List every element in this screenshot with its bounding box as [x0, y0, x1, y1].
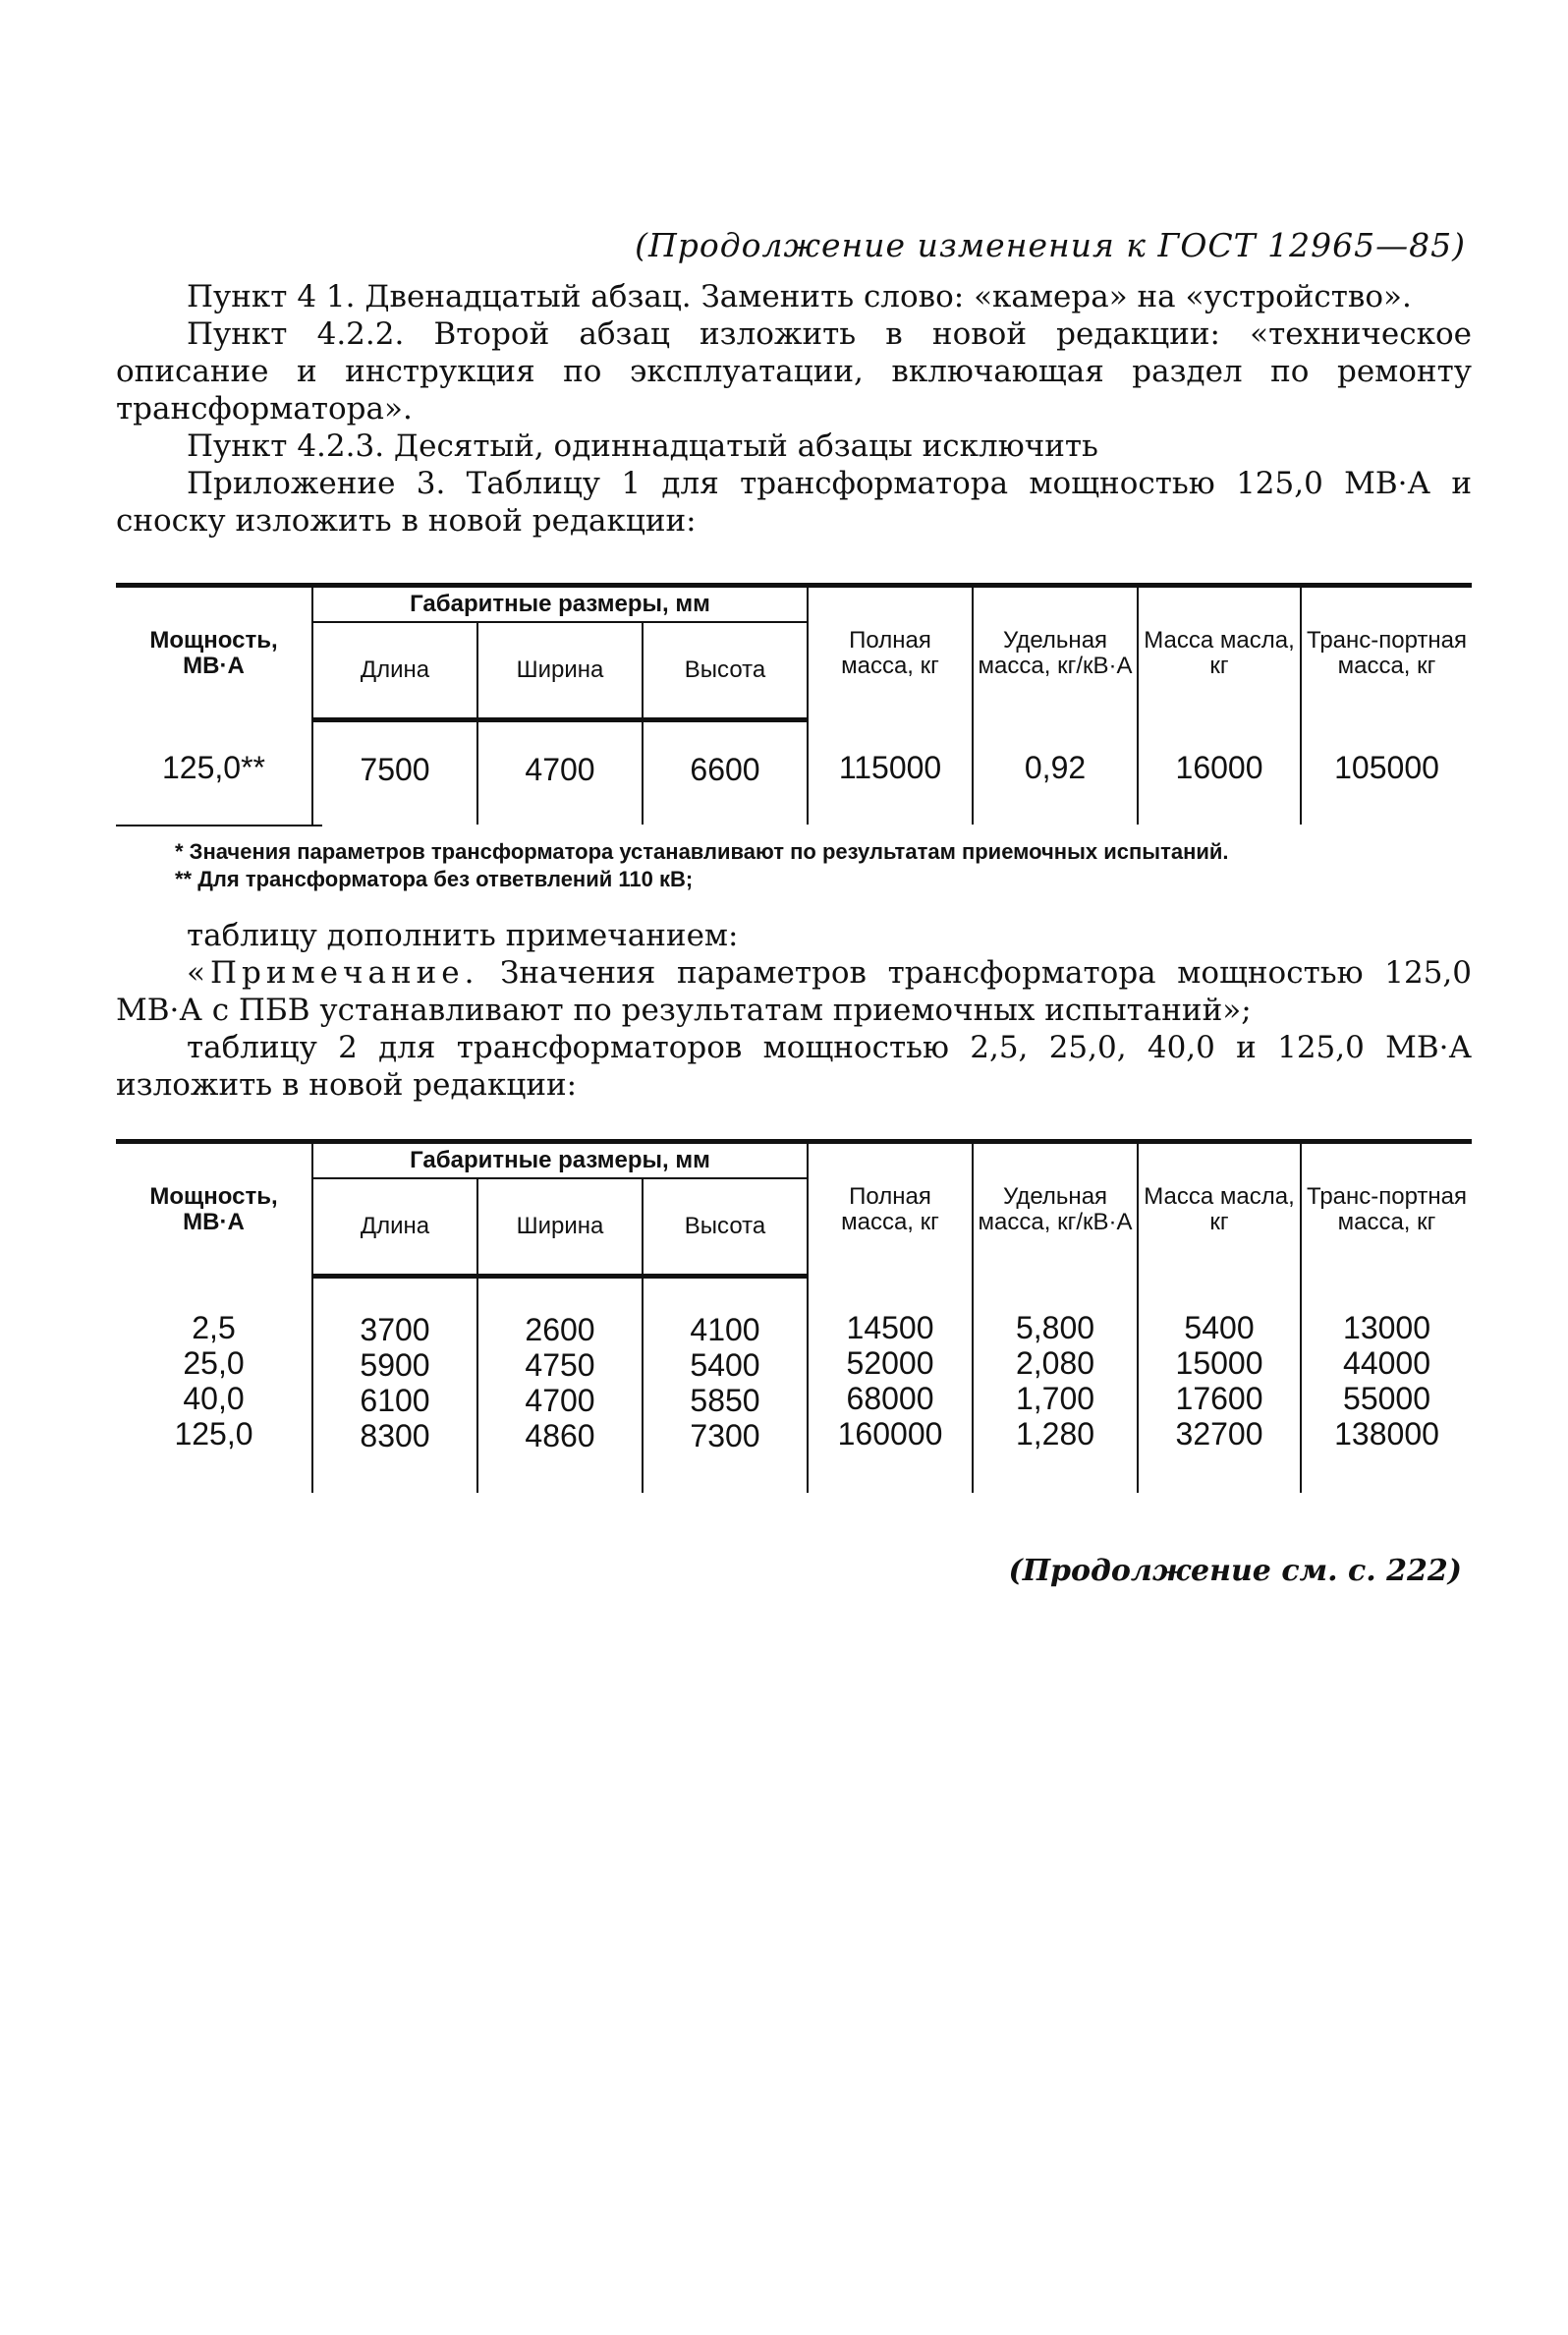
table-2: [116, 1139, 1472, 1493]
cell-power: 2,5 25,0 40,0 125,0: [174, 1309, 253, 1452]
cell-total-mass: 115000: [808, 720, 973, 826]
note-text: Значения параметров трансформатора мощностью 125,0 МВ·А с ПБВ устанавливают по результатам приемочных испытаний»;: [116, 955, 1472, 1028]
paragraph-4-1: Пункт 4 1. Двенадцатый абзац. Заменить слово: «камера» на «устройство».: [187, 279, 1412, 314]
header-height: Высота: [643, 1178, 808, 1277]
header-power: Мощность, МВ·А: [116, 586, 312, 720]
header-specific-mass: Удельная масса, кг/кВ·А: [973, 586, 1138, 720]
cell-length: 3700 5900 6100 8300: [312, 1277, 477, 1494]
header-width: Ширина: [477, 622, 643, 720]
cell-height: 6600: [643, 720, 808, 826]
paragraph-add-note: таблицу дополнить примечанием:: [187, 918, 739, 953]
header-dimensions: Габаритные размеры, мм: [312, 1142, 808, 1179]
continuation-note: (Продолжение см. с. 222): [1008, 1554, 1462, 1588]
cell-specific-mass: 5,800 2,080 1,700 1,280: [973, 1277, 1138, 1494]
footnote-rule: [116, 825, 322, 826]
header-oil-mass: Масса масла, кг: [1138, 1142, 1301, 1277]
paragraph-table2-intro: таблицу 2 для трансформаторов мощностью 2,5, 25,0, 40,0 и 125,0 МВ·А изложить в новой редакции:: [116, 1030, 1472, 1103]
header-transport-mass: Транс-портная масса, кг: [1301, 586, 1472, 720]
header-transport-mass: Транс-портная масса, кг: [1301, 1142, 1472, 1277]
cell-oil-mass: 16000: [1138, 720, 1301, 826]
header-power: Мощность, МВ·А: [116, 1142, 312, 1277]
header-total-mass: Полная масса, кг: [808, 1142, 973, 1277]
paragraph-note: [116, 954, 1472, 1029]
cell-length: 7500: [312, 720, 477, 826]
cell-height: 4100 5400 5850 7300: [643, 1277, 808, 1494]
table-row: [116, 720, 1472, 826]
header-length: Длина: [312, 1178, 477, 1277]
document-page: [116, 226, 1472, 1588]
table-1: [116, 583, 1472, 825]
cell-oil-mass: 5400 15000 17600 32700: [1138, 1277, 1301, 1494]
cell-specific-mass: 0,92: [973, 720, 1138, 826]
paragraph-appendix-3: Приложение 3. Таблицу 1 для трансформатора мощностью 125,0 МВ·А и сноску изложить в новой редакции:: [116, 466, 1472, 539]
page-header: (Продолжение изменения к ГОСТ 12965—85): [635, 226, 1466, 264]
cell-power: 125,0**: [162, 749, 265, 785]
cell-transport-mass: 13000 44000 55000 138000: [1301, 1277, 1472, 1494]
header-width: Ширина: [477, 1178, 643, 1277]
header-dimensions: Габаритные размеры, мм: [312, 586, 808, 623]
footnote-1: * Значения параметров трансформатора устанавливают по результатам приемочных испытаний.: [175, 839, 1229, 864]
note-label: «Примечание.: [187, 955, 479, 991]
cell-total-mass: 14500 52000 68000 160000: [808, 1277, 973, 1494]
paragraph-4-2-3: Пункт 4.2.3. Десятый, одиннадцатый абзацы исключить: [187, 428, 1098, 464]
header-oil-mass: Масса масла, кг: [1138, 586, 1301, 720]
header-length: Длина: [312, 622, 477, 720]
header-specific-mass: Удельная масса, кг/кВ·А: [973, 1142, 1138, 1277]
cell-transport-mass: 105000: [1301, 720, 1472, 826]
table-row: [116, 1277, 1472, 1494]
cell-width: 2600 4750 4700 4860: [477, 1277, 643, 1494]
cell-width: 4700: [477, 720, 643, 826]
header-total-mass: Полная масса, кг: [808, 586, 973, 720]
header-height: Высота: [643, 622, 808, 720]
paragraph-4-2-2: Пункт 4.2.2. Второй абзац изложить в новой редакции: «техническое описание и инструкция по эксплуатации, включающая раздел по ремонту трансформатора».: [116, 316, 1472, 427]
footnote-2: ** Для трансформатора без ответвлений 110 кВ;: [175, 867, 694, 891]
